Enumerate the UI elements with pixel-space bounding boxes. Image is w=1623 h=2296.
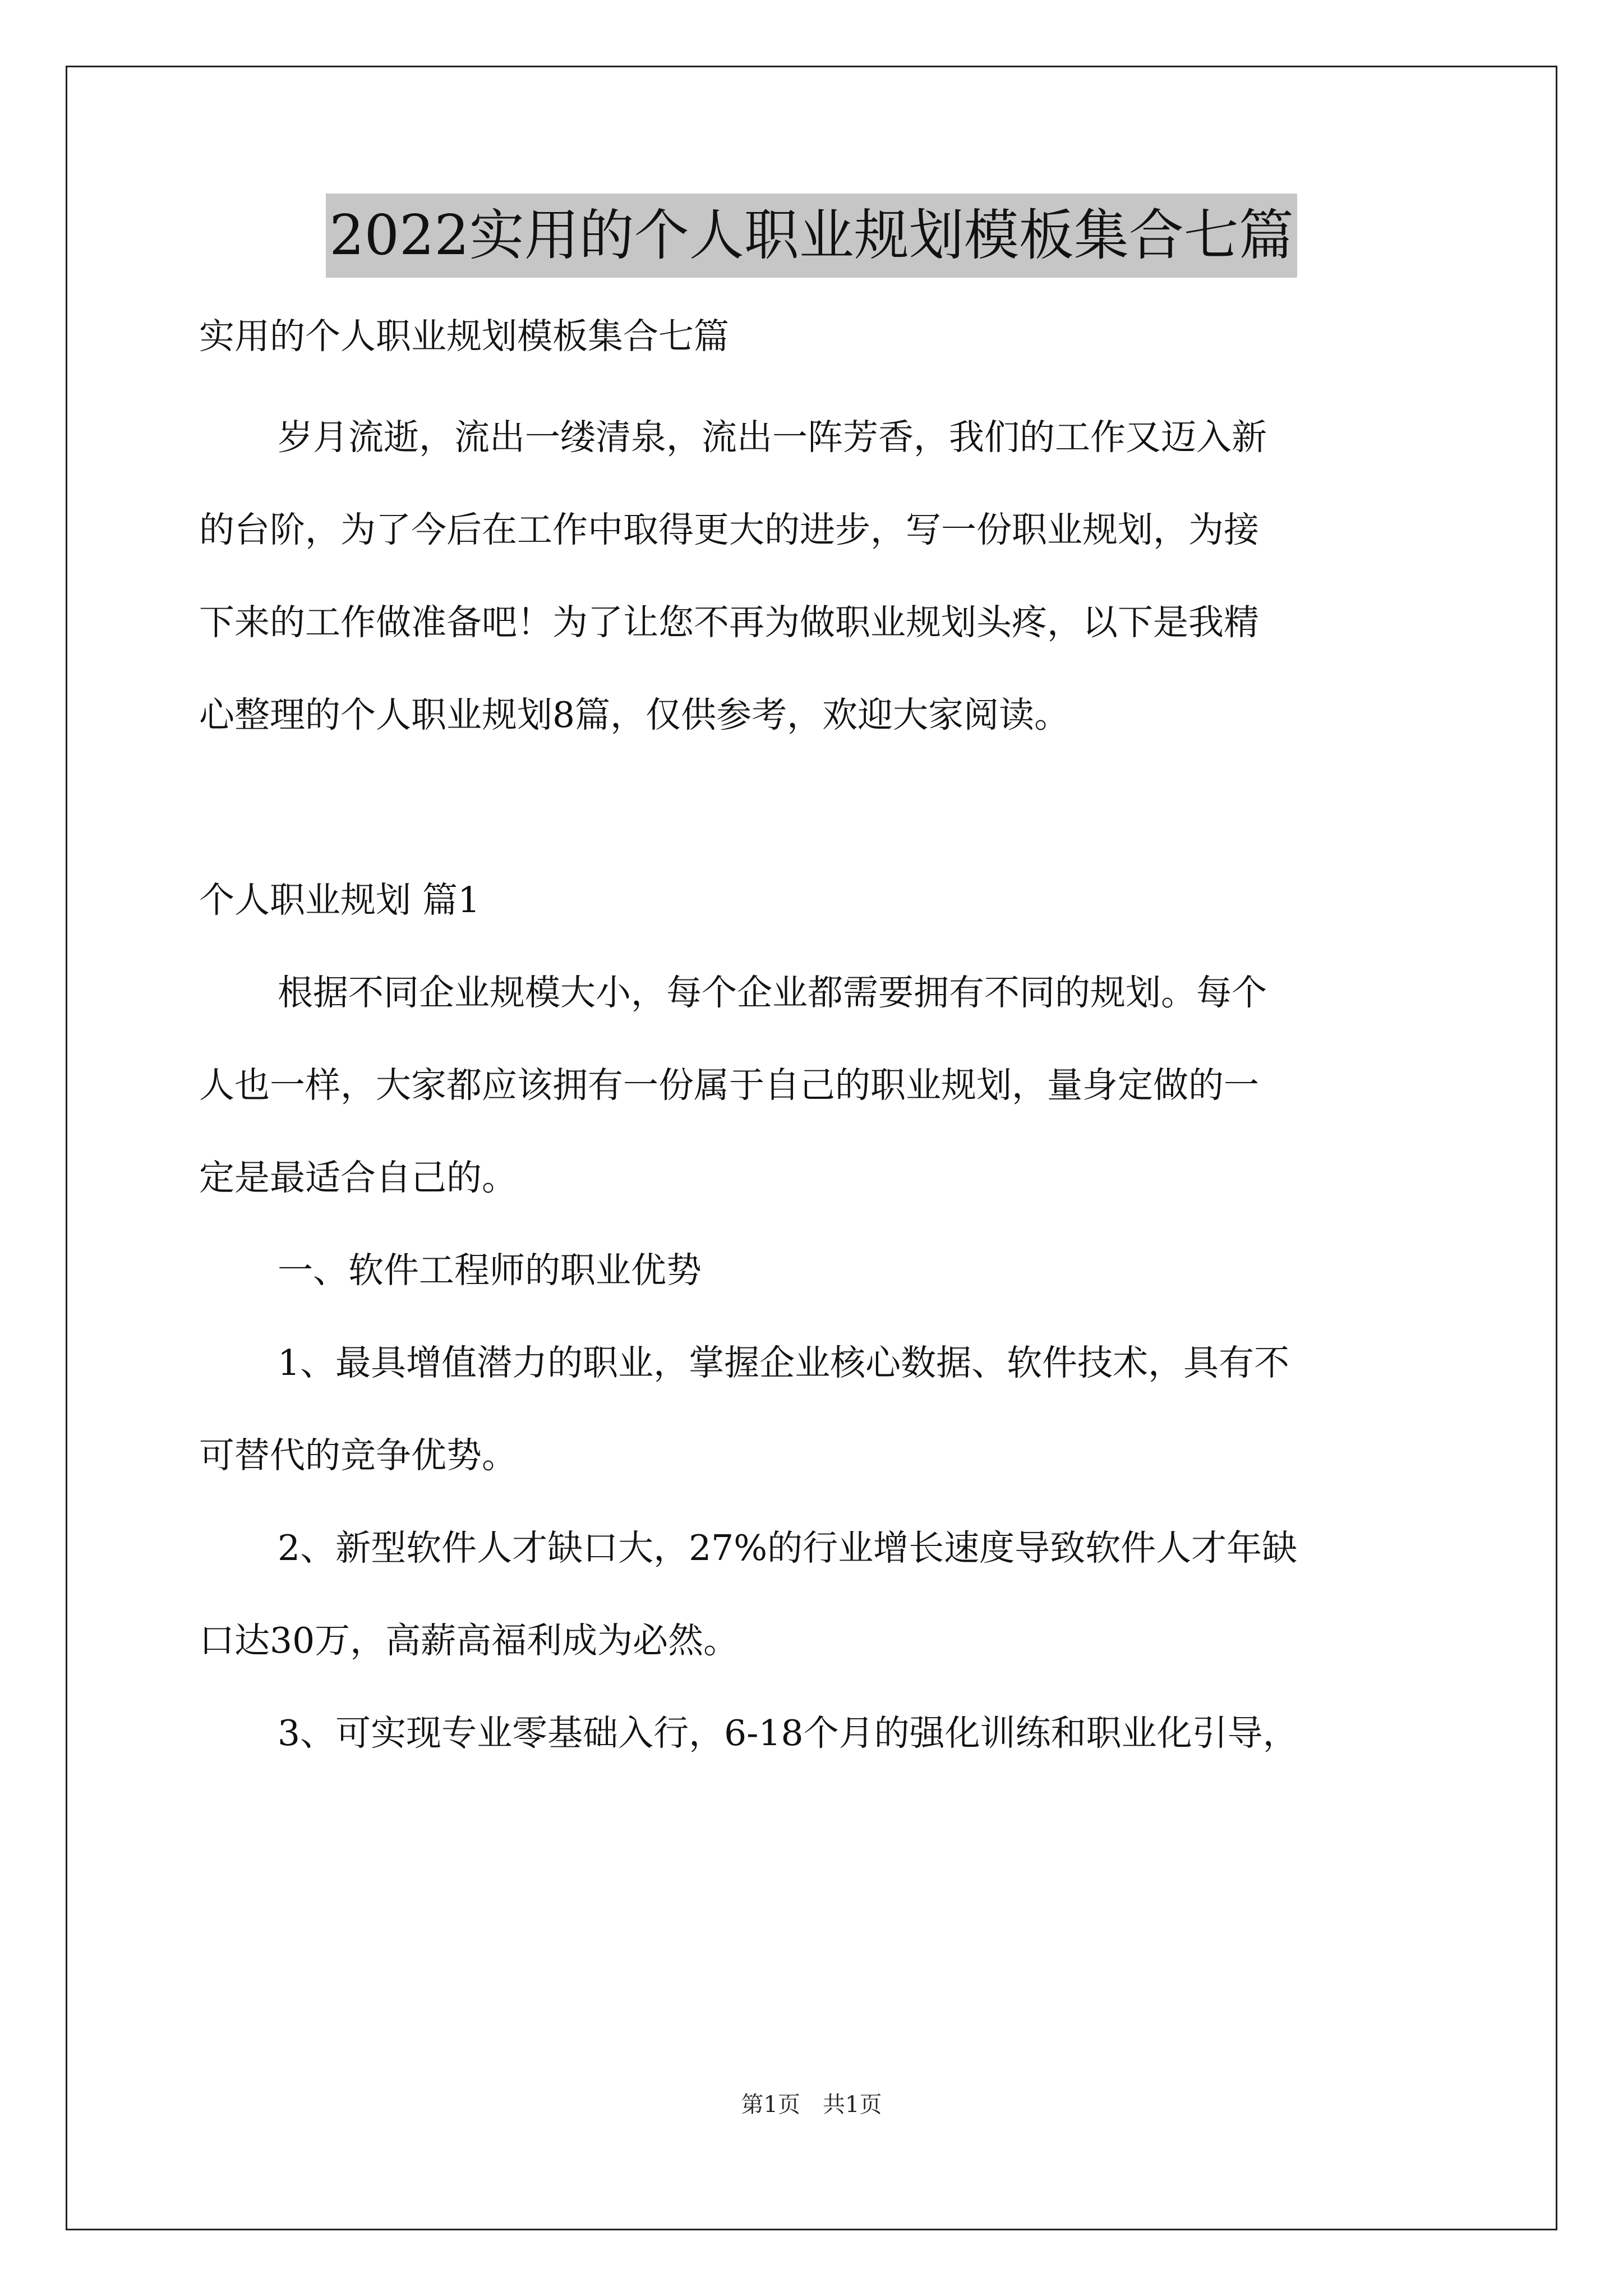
paragraph-line: 可替代的竞争优势。 [199,1435,517,1476]
paragraph-line: 的台阶，为了今后在工作中取得更大的进步，写一份职业规划，为接 [199,509,1259,550]
paragraph-line: 3、可实现专业零基础入行，6-18个月的强化训练和职业化引导， [278,1713,1298,1754]
paragraph-line: 口达30万，高薪高福利成为必然。 [199,1620,739,1661]
paragraph-line: 岁月流逝，流出一缕清泉，流出一阵芳香，我们的工作又迈入新 [278,417,1267,458]
paragraph-line: 定是最适合自己的。 [199,1157,517,1198]
section-heading: 个人职业规划 篇1 [199,880,481,921]
paragraph-line: 心整理的个人职业规划8篇，仅供参考，欢迎大家阅读。 [199,694,1070,735]
paragraph-line: 人也一样，大家都应该拥有一份属于自己的职业规划，量身定做的一 [199,1065,1259,1106]
page-footer: 第1页 共1页 [741,2092,882,2118]
paragraph-line: 根据不同企业规模大小，每个企业都需要拥有不同的规划。每个 [278,972,1267,1013]
subtitle-line: 实用的个人职业规划模板集合七篇 [199,316,729,357]
paragraph-line: 下来的工作做准备吧！为了让您不再为做职业规划头疼，以下是我精 [199,602,1259,643]
title-container [0,194,1623,278]
paragraph-line: 1、最具增值潜力的职业，掌握企业核心数据、软件技术，具有不 [278,1342,1290,1383]
page-border [66,66,1557,2230]
paragraph-line: 一、软件工程师的职业优势 [278,1250,702,1291]
paragraph-line: 2、新型软件人才缺口大，27%的行业增长速度导致软件人才年缺 [278,1527,1298,1568]
document-title: 2022实用的个人职业规划模板集合七篇 [326,194,1297,278]
